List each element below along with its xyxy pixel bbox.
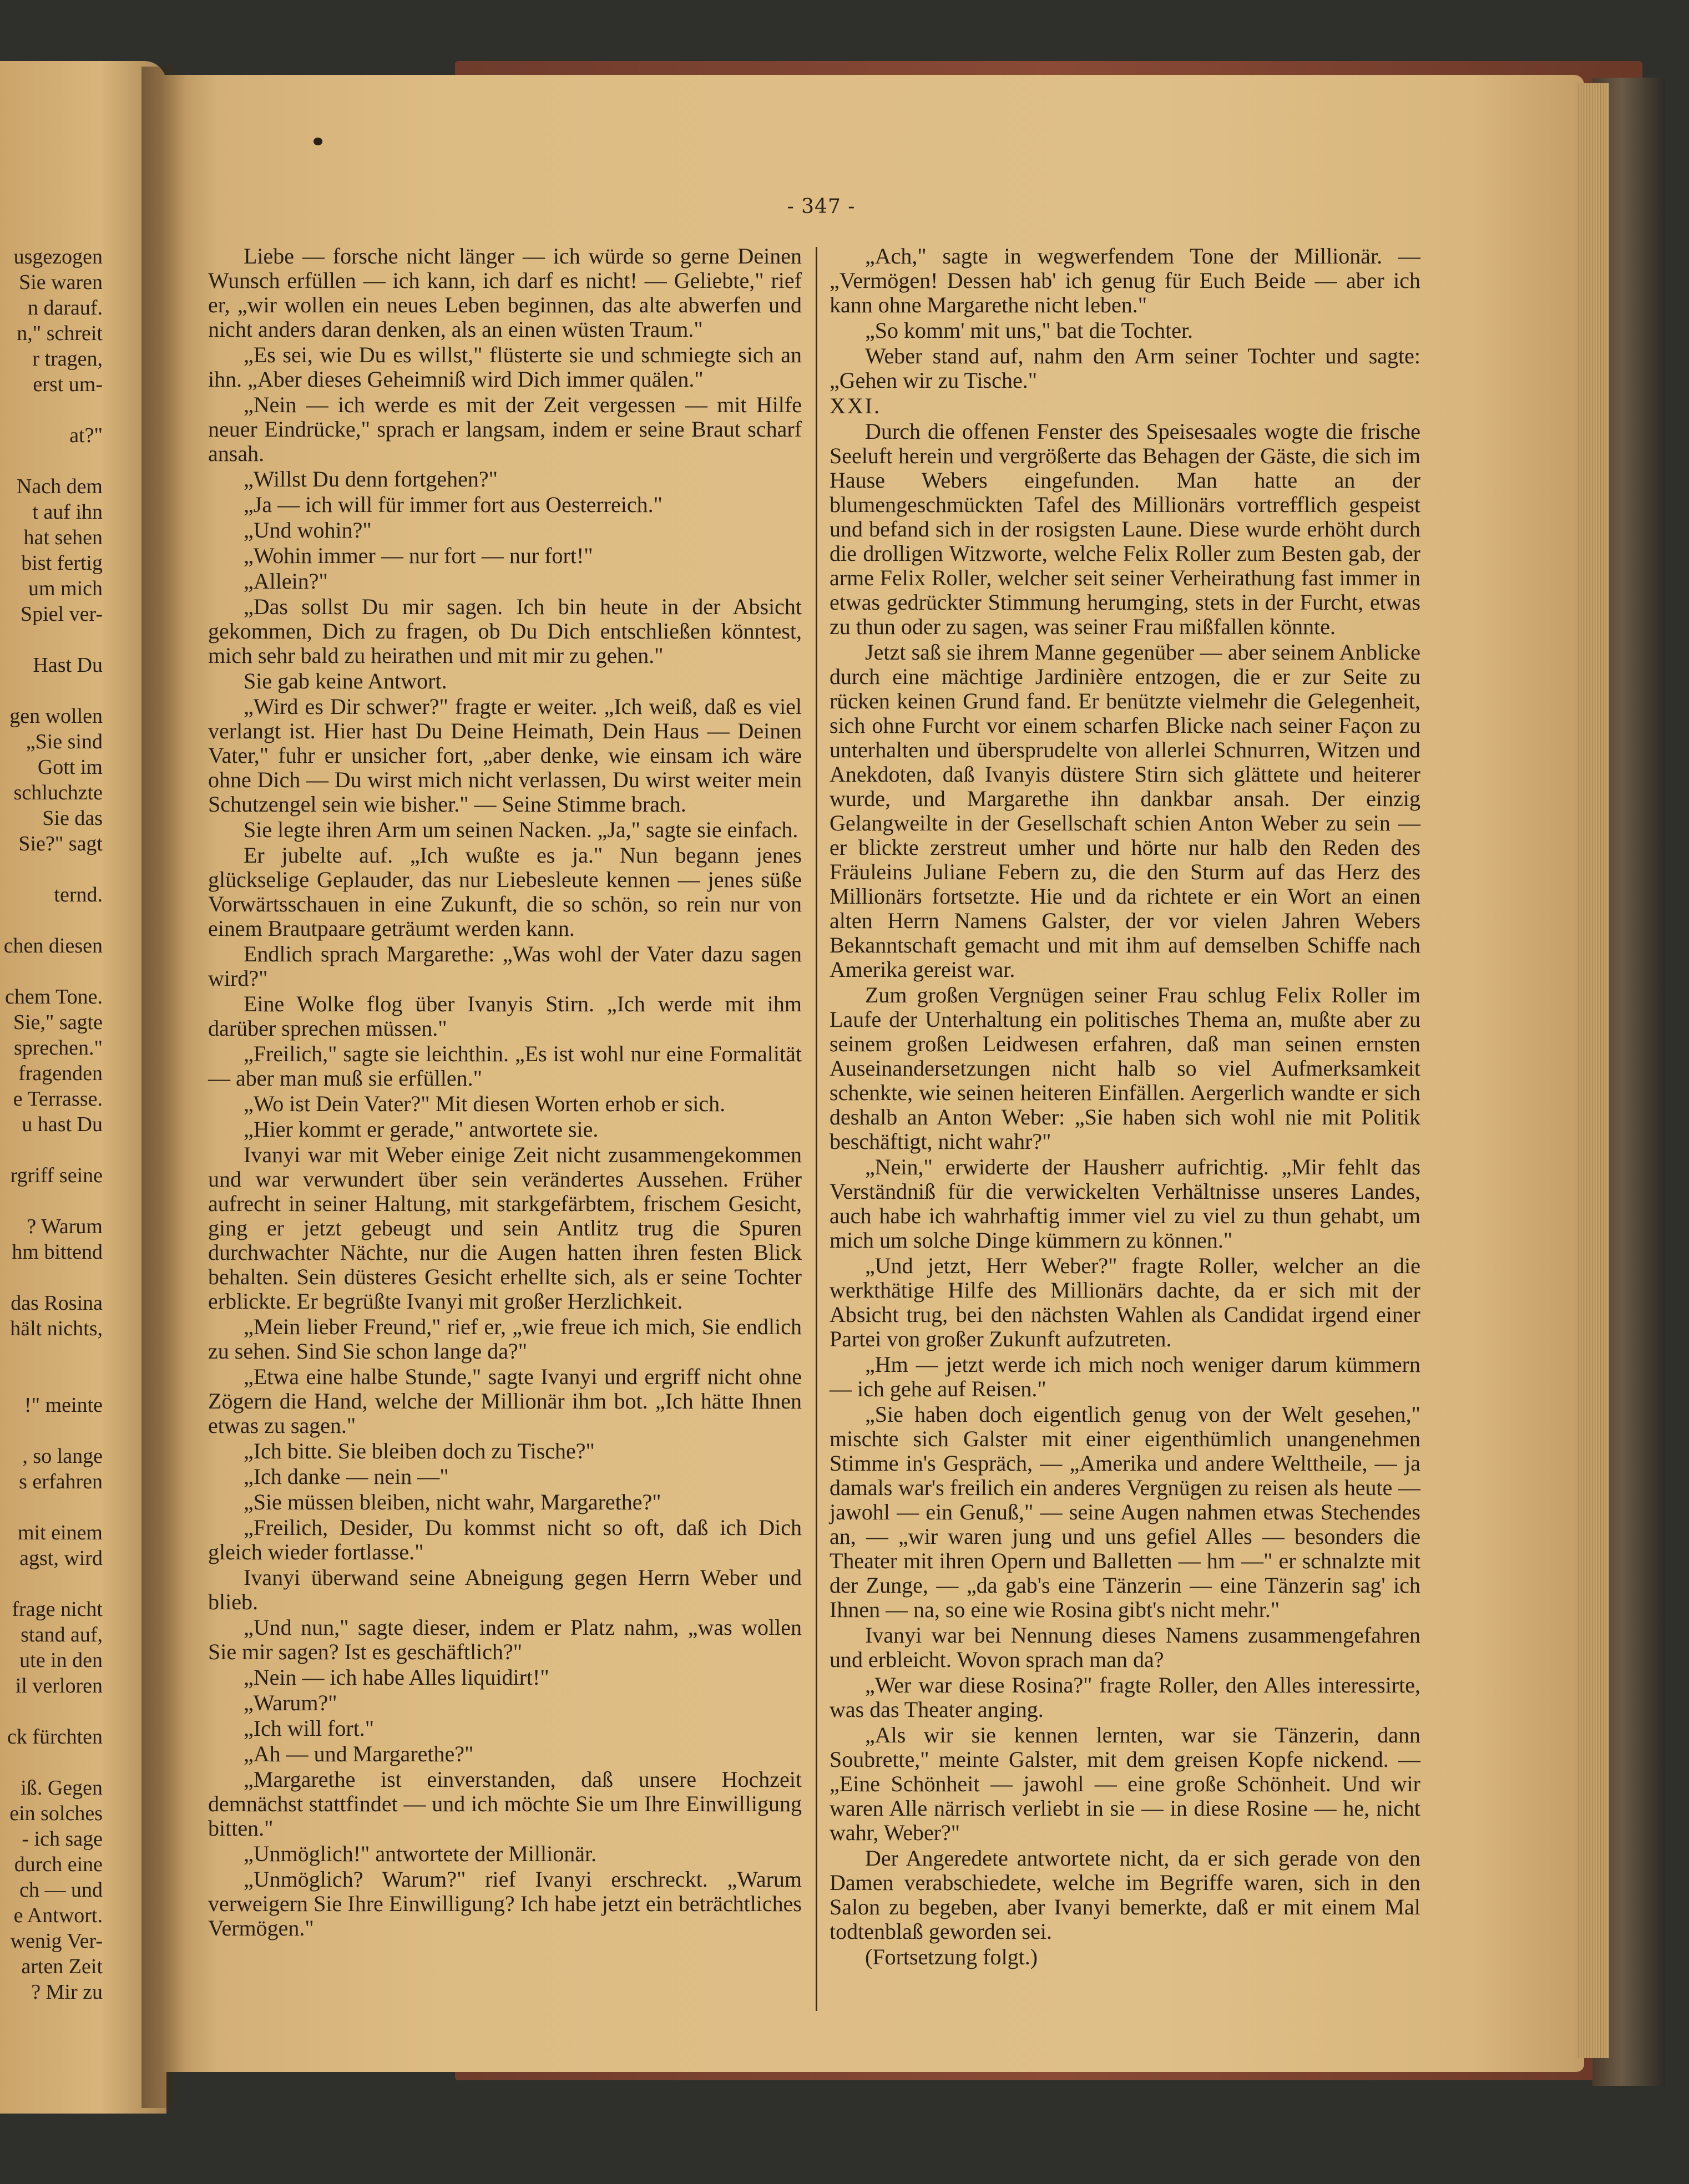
fragment-line: Nach dem [16,475,103,498]
paragraph: „Etwa eine halbe Stunde," sagte Ivanyi und ergriff nicht ohne Zögern die Hand, welche der Millionär ihm bot. „Ich hätte Ihnen etwas zu sagen." [208,1364,802,1438]
fragment-line: hat sehen [23,526,103,549]
paragraph: Jetzt saß sie ihrem Manne gegenüber — aber seinem Anblicke durch eine mächtige Jardinière entzogen, die er zur Seite zu rücken keinen Grund fand. Er benützte vielmehr die Gelegenheit, sich ohne Furcht vor einem scharfen Blicke nach seiner Façon zu unterhalten und übersprudelte von allerlei Schnurren, Witzen und Anekdoten, daß Ivanyis düstere Stirn sich glättete und heiterer wurde, und Margarethe ihn dankbar ansah. Der einzig Gelangweilte in der Gesellschaft schien Anton Weber zu sein — er blickte zerstreut umher und hörte nur halb den Reden des Fräuleins Juliane Febern zu, die den Sturm auf das Herz des Millionärs fortsetzte. Hie und da richtete er ein Wort an einen alten Herrn Namens Galster, der vor vielen Jahren Webers Bekanntschaft gemacht und mit ihm auf demselben Schiffe nach Amerika gereist war. [830,640,1420,982]
fragment-line: ternd. [54,883,103,906]
fragment-line: chen diesen [3,934,103,957]
paragraph: „Freilich, Desider, Du kommst nicht so oft, daß ich Dich gleich wieder fortlasse." [208,1515,802,1564]
fragment-line [0,1494,103,1520]
fragment-line: das Rosina [11,1291,103,1315]
paragraph: „Es sei, wie Du es willst," flüsterte sie und schmiegte sich an ihn. „Aber dieses Geheimniß wird Dich immer quälen." [208,342,802,392]
paragraph: Ivanyi war mit Weber einige Zeit nicht zusammengekommen und war verwundert über sein verändertes Aussehen. Früher aufrecht in seiner Haltung, mit starkgefärbtem, frischem Gesicht, ging er jetzt gebeugt und sein Antlitz trug die Spuren durchwachter Nächte, nur die Augen hatten ihren festen Blick behalten. Sein düsteres Gesicht erhellte sich, als er seine Tochter erblickte. Er begrüßte Ivanyi mit großer Herzlichkeit. [208,1142,802,1314]
paragraph: Er jubelte auf. „Ich wußte es ja." Nun begann jenes glückselige Geplauder, das nur Liebesleute kennen — jenes süße Vorwärtsschauen in eine Zukunft, die so schön, so rein nur von einem Brautpaare geträumt werden kann. [208,843,802,941]
paragraph: „So komm' mit uns," bat die Tochter. [865,318,1194,343]
gutter-shadow [141,67,186,2108]
fragment-line: bist fertig [21,551,103,575]
fragment-line: fragenden [18,1062,103,1085]
paragraph: „Allein?" [244,569,328,594]
fragment-line: - ich sage [22,1827,103,1851]
fragment-line: chem Tone. [4,985,103,1009]
fragment-line: Sie waren [19,271,103,294]
paragraph: Ivanyi war bei Nennung dieses Namens zusammengefahren und erbleicht. Wovon sprach man da? [830,1623,1420,1672]
fragment-line [0,959,103,984]
fragment-line: usgezogen [13,245,103,268]
continued-note: (Fortsetzung folgt.) [865,1944,1038,1969]
fragment-line: sprechen." [13,1036,103,1060]
paragraph: „Ich will fort." [244,1716,375,1741]
fragment-line: iß. Gegen [21,1776,103,1800]
paragraph: „Nein — ich habe Alles liquidirt!" [244,1665,549,1690]
fragment-line: erst um- [33,373,103,396]
fragment-line: n," schreit [17,322,103,345]
paragraph: „Ach," sagte in wegwerfendem Tone der Millionär. — „Vermögen! Dessen hab' ich genug für Euch Beide — aber ich kann ohne Margarethe nicht leben." [830,244,1420,317]
chapter-heading: XXI. [830,393,882,418]
fragment-line: schluchzte [13,781,103,804]
fragment-line [0,448,103,474]
paragraph: Zum großen Vergnügen seiner Frau schlug Felix Roller im Laufe der Unterhaltung ein politisches Thema an, mußte aber zu seinem großen Leidwesen erfahren, daß man seinen ernsten Auseinandersetzungen nicht halb so viel Aufmerksamkeit schenkte, wie seinen heiteren Einfällen. Aergerlich wandte er sich deshalb an Anton Weber: „Sie haben sich wohl nie mit Politik beschäftigt, nicht wahr?" [830,982,1420,1154]
paragraph: „Das sollst Du mir sagen. Ich bin heute in der Absicht gekommen, Dich zu fragen, ob Du Dich entschließen könntest, mich sehr bald zu heirathen und mit mir zu gehen." [208,594,802,668]
paragraph: „Freilich," sagte sie leichthin. „Es ist wohl nur eine Formalität — aber man muß sie erfüllen." [208,1041,802,1091]
paragraph: „Hm — jetzt werde ich mich noch weniger darum kümmern — ich gehe auf Reisen." [830,1352,1420,1401]
left-text-column [208,244,802,1942]
fragment-line [0,627,103,652]
paragraph: „Ich danke — nein —" [244,1464,449,1489]
fragment-line: rgriff seine [10,1164,103,1187]
paragraph: Durch die offenen Fenster des Speisesaales wogte die frische Seeluft herein und vergrößerte das Behagen der Gäste, die sich im Hause Webers eingefunden. Man hatte an der blumengeschmückten Tafel des Millionärs vortrefflich gespeist und befand sich in der rosigsten Laune. Diese wurde erhöht durch die drolligen Witzworte, welche Felix Roller zum Besten gab, der arme Felix Roller, welcher seit seiner Verheirathung fast immer in etwas gedrückter Stimmung herumging, stets in der Furcht, etwas zu thun oder zu sagen, was seiner Frau mißfallen könnte. [830,419,1420,639]
paragraph: „Mein lieber Freund," rief er, „wie freue ich mich, Sie endlich zu sehen. Sind Sie schon lange da?" [208,1314,802,1364]
page-stack-edge [1576,83,1609,2058]
fragment-line: um mich [28,577,103,600]
fragment-line: ein solches [9,1802,103,1825]
paragraph: „Ah — und Margarethe?" [244,1741,474,1766]
fragment-line [0,1188,103,1214]
paragraph: „Wohin immer — nur fort — nur fort!" [244,543,593,568]
fragment-line [0,397,103,423]
fragment-line: durch eine [14,1853,103,1876]
fragment-line: wenig Ver- [10,1929,103,1953]
fragment-line: Sie?" sagt [18,832,103,855]
fragment-line: , so lange [22,1445,103,1468]
fragment-line: ? Warum [27,1215,103,1238]
paragraph: „Nein," erwiderte der Hausherr aufrichtig. „Mir fehlt das Verständniß für die verwickelten Verhältnisse unseres Landes, auch habe ich wahrhaftig immer viel zu viel zu thun gehabt, um mich um solche Dinge kümmern zu können." [830,1154,1420,1253]
fragment-line: gen wollen [9,705,103,728]
paragraph: Der Angeredete antwortete nicht, da er sich gerade von den Damen verabschiedete, welche im Begriffe waren, sich in den Salon zu begeben, aber Ivanyi bemerkte, daß er mit einem Mal todtenblaß geworden sei. [830,1846,1420,1944]
fragment-line [0,1341,103,1367]
paragraph: „Ich bitte. Sie bleiben doch zu Tische?" [244,1438,595,1463]
fragment-line: agst, wird [19,1547,103,1570]
paragraph: „Wer war diese Rosina?" fragte Roller, den Alles interessirte, was das Theater anging. [830,1673,1420,1722]
left-page-text-fragments [0,244,103,2005]
fragment-line: „Sie sind [26,730,103,753]
paragraph: „Warum?" [244,1690,337,1715]
fragment-line: u hast Du [22,1113,103,1136]
fragment-line [0,1571,103,1597]
fragment-line: Spiel ver- [20,602,103,626]
fragment-line: at?" [69,424,103,447]
paragraph: Endlich sprach Margarethe: „Was wohl der Vater dazu sagen wird?" [208,941,802,991]
fragment-line [0,857,103,882]
fragment-line: n darauf. [27,296,103,320]
fragment-line [0,908,103,933]
fragment-line: hält nichts, [10,1317,103,1340]
paragraph: „Als wir sie kennen lernten, war sie Tänzerin, dann Soubrette," meinte Galster, mit dem greisen Kopfe nickend. — „Eine Schönheit — jawohl — eine große Schönheit. Und wir waren Alle närrisch verliebt in sie — in diese Rosine — he, nicht wahr, Weber?" [830,1722,1420,1845]
fragment-line [0,1367,103,1392]
column-divider [816,247,817,2011]
paragraph: „Wo ist Dein Vater?" Mit diesen Worten erhob er sich. [244,1091,726,1116]
paragraph: „Und wohin?" [244,518,372,543]
fragment-line [0,678,103,703]
paragraph: Ivanyi überwand seine Abneigung gegen Herrn Weber und blieb. [208,1565,802,1614]
fragment-line: arten Zeit [21,1955,103,1978]
fragment-line [0,1750,103,1775]
paragraph: Eine Wolke flog über Ivanyis Stirn. „Ich werde mit ihm darüber sprechen müssen." [208,991,802,1041]
fragment-line: stand auf, [21,1623,103,1646]
paragraph: „Nein — ich werde es mit der Zeit vergessen — mit Hilfe neuer Eindrücke," sprach er langsam, indem er seine Braut scharf ansah. [208,392,802,466]
fragment-line: e Terrasse. [13,1087,103,1111]
fragment-line: Gott im [37,756,103,779]
paragraph: Weber stand auf, nahm den Arm seiner Tochter und sagte: „Gehen wir zu Tische." [830,343,1420,393]
fragment-line: Sie," sagte [13,1011,103,1034]
fragment-line: ck fürchten [7,1725,103,1749]
paragraph: „Sie haben doch eigentlich genug von der Welt gesehen," mischte sich Galster mit einer eigenthümlich unangenehmen Stimme in's Gespräch, — „Amerika und andere Welttheile, — ja damals war's freilich ein anderes Vergnügen zu reisen als heute — jawohl — ein Genuß," — seine Augen nahmen etwas Stechendes an, — „wir waren jung und uns gefiel Alles — besonders die Theater mit ihren Opern und Balletten — hm —" er schnalzte mit der Zunge, — „da gab's eine Tänzerin — eine Tänzerin sag' ich Ihnen — na, so eine wie Rosina gibt's nicht mehr." [830,1402,1420,1622]
fragment-line: mit einem [17,1521,103,1544]
right-text-column [830,244,1420,1970]
fragment-line [0,1699,103,1724]
fragment-line [0,1137,103,1163]
fragment-line: e Antwort. [13,1904,103,1927]
paragraph: „Willst Du denn fortgehen?" [244,467,498,491]
paragraph: „Ja — ich will für immer fort aus Oesterreich." [244,492,663,517]
fragment-line: hm bittend [12,1240,103,1264]
fragment-line: t auf ihn [32,500,103,524]
paragraph: „Unmöglich? Warum?" rief Ivanyi erschreckt. „Warum verweigern Sie Ihre Einwilligung? Ich habe jetzt ein beträchtliches Vermögen." [208,1867,802,1940]
fragment-line [0,1418,103,1443]
paragraph: Liebe — forsche nicht länger — ich würde so gerne Deinen Wunsch erfüllen — ich kann, ich darf es nicht! — Geliebte," rief er, „wir wollen ein neues Leben beginnen, das alte abwerfen und nicht anders daran denken, als an einen wüsten Traum." [208,244,802,342]
fragment-line: Hast Du [33,653,103,677]
paragraph: „Und jetzt, Herr Weber?" fragte Roller, welcher an die werkthätige Hilfe des Millionärs dachte, da er sich mit der Absicht trug, bei den nächsten Wahlen als Candidat irgend einer Partei von großer Zukunft aufzutreten. [830,1253,1420,1351]
fragment-line: frage nicht [12,1598,103,1621]
paragraph: „Sie müssen bleiben, nicht wahr, Margarethe?" [244,1489,661,1514]
fragment-line: s erfahren [19,1470,103,1493]
paragraph: „Unmöglich!" antwortete der Millionär. [244,1841,597,1866]
paragraph: „Margarethe ist einverstanden, daß unsere Hochzeit demnächst stattfindet — und ich möchte Sie um Ihre Einwilligung bitten." [208,1767,802,1841]
paragraph: „Wird es Dir schwer?" fragte er weiter. „Ich weiß, daß es viel verlangt ist. Hier hast Du Deine Heimath, Dein Haus — Deinen Vater," fuhr er unsicher fort, „aber denke, wie einsam ich wäre ohne Dich — Du wirst mich nicht verlassen, Du wirst weiter mein Schutzengel sein wie bisher." — Seine Stimme brach. [208,694,802,817]
fragment-line: ? Mir zu [31,1980,103,2004]
paragraph: Sie gab keine Antwort. [244,668,447,693]
paragraph: „Hier kommt er gerade," antwortete sie. [244,1117,599,1142]
fragment-line: il verloren [15,1674,103,1697]
fragment-line: Sie das [42,807,103,830]
fragment-line: ch — und [19,1878,103,1902]
ink-spot [313,138,322,145]
fragment-line [0,1265,103,1290]
page-number: - 347 - [787,195,856,218]
fragment-line: r tragen, [32,347,103,371]
fragment-line: ute in den [19,1649,103,1672]
fragment-line: !" meinte [24,1393,103,1417]
paragraph: „Und nun," sagte dieser, indem er Platz nahm, „was wollen Sie mir sagen? Ist es geschäftlich?" [208,1615,802,1664]
paragraph: Sie legte ihren Arm um seinen Nacken. „Ja," sagte sie einfach. [244,817,798,842]
